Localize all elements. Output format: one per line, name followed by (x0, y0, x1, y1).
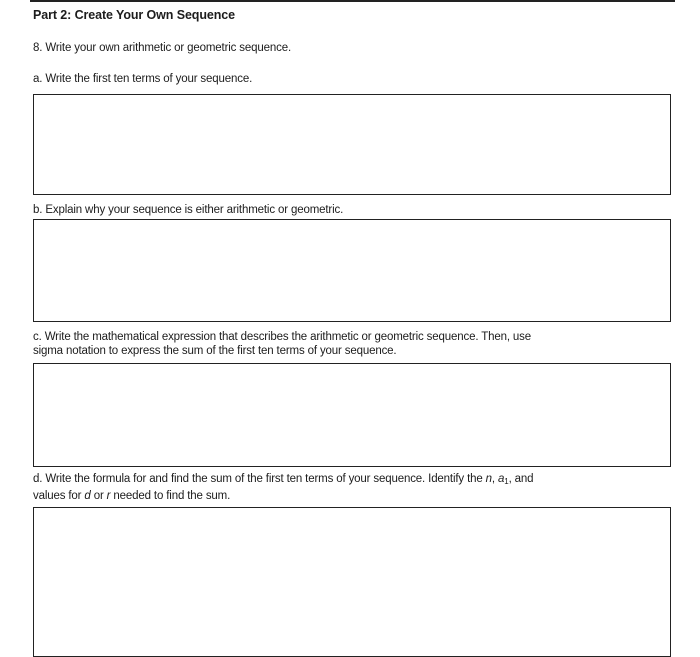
separator: , (491, 473, 498, 485)
part-d-line-2-end: needed to find the sum. (110, 490, 231, 502)
or-text: or (90, 490, 107, 502)
variable-n: n (485, 473, 492, 485)
part-title: Part 2: Create Your Own Sequence (33, 8, 235, 22)
variable-d: d (84, 490, 91, 502)
part-d-line-1-start: d. Write the formula for and find the sum of the first ten terms of your sequence. Identify the (33, 473, 486, 485)
variable-a: a (498, 473, 505, 485)
part-a-prompt: a. Write the first ten terms of your sequence. (33, 73, 253, 85)
part-d-answer-box[interactable] (33, 507, 671, 657)
part-d-prompt (33, 472, 673, 503)
part-c-line-1: c. Write the mathematical expression that describes the arithmetic or geometric sequence. Then, use (33, 331, 532, 343)
part-d-line-2 (33, 489, 673, 503)
part-a-answer-box[interactable] (33, 94, 671, 195)
part-c-line-2: sigma notation to express the sum of the first ten terms of your sequence. (33, 345, 397, 357)
top-rule (30, 0, 675, 2)
part-d-line-1 (33, 472, 673, 489)
question-8-text: 8. Write your own arithmetic or geometric sequence. (33, 42, 292, 54)
part-c-answer-box[interactable] (33, 363, 671, 467)
part-d-line-2-start: values for (33, 490, 85, 502)
part-b-answer-box[interactable] (33, 219, 671, 322)
part-b-prompt: b. Explain why your sequence is either arithmetic or geometric. (33, 204, 344, 216)
variable-r: r (106, 490, 111, 502)
part-c-prompt (33, 330, 673, 358)
variable-a-subscript: 1 (504, 477, 509, 486)
part-d-line-1-end: , and (508, 473, 534, 485)
